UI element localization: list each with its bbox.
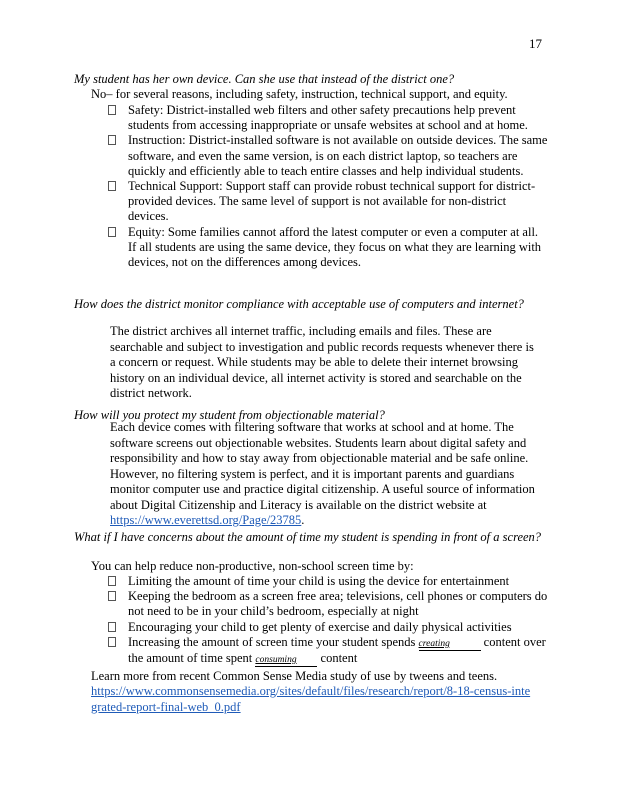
bullet-icon (108, 105, 116, 115)
question-objectionable-material: How will you protect my student from objectionable material? (74, 408, 385, 422)
list-item: Increasing the amount of screen time your student spends creating content over the amount of time spent consuming content (108, 635, 548, 667)
bullet-icon (108, 622, 116, 632)
list-item: Safety: District-installed web filters and other safety precautions help prevent students from accessing inappropriate or unsafe websites at school and at home. (108, 103, 548, 133)
learn-more-text: Learn more from recent Common Sense Media study of use by tweens and teens. (91, 669, 498, 683)
question-own-device: My student has her own device. Can she use that instead of the district one? (74, 72, 455, 86)
screen-time-tips-list (108, 574, 548, 667)
bullet-icon (108, 576, 116, 586)
bullet-icon (108, 591, 116, 601)
handwritten-blank: creating (419, 639, 481, 651)
answer-objectionable-material: Each device comes with filtering software that works at school and at home. The software screens out objectionable websites. Students learn about digital safety and responsibility and how to stay away from objectionable material and be safe online. However, no filtering system is perfect, and it is important parents and guardians monitor computer use and practice digital citizenship. A useful source of information about Digital Citizenship and Literacy is available on the district website at https://www.everettsd.org/Page/23785. (110, 420, 535, 527)
list-item: Equity: Some families cannot afford the latest computer or even a computer at all. If all students are using the same device, they focus on what they are learning with devices, not on the differences among devices. (108, 225, 548, 271)
answer-monitor-compliance: The district archives all internet traffic, including emails and files. These are searchable and subject to investigation and public records requests whenever there is a concern or request. While students may be able to delete their internet browsing history on an individual device, all internet activity is stored and searchable on the district network. (110, 324, 534, 400)
list-item: Encouraging your child to get plenty of exercise and daily physical activities (108, 620, 548, 635)
bullet-icon (108, 181, 116, 191)
list-item: Technical Support: Support staff can provide robust technical support for district-provided devices. The same level of support is not available for non-district devices. (108, 179, 548, 225)
reasons-list (108, 103, 548, 270)
page-number: 17 (529, 36, 542, 51)
list-item: Instruction: District-installed software is not available on outside devices. The same software, and even the same version, is on each district laptop, so teachers are quickly and efficiently able to teach entire classes and help individual students. (108, 133, 548, 179)
question-screen-time: What if I have concerns about the amount of time my student is spending in front of a screen? (74, 530, 542, 544)
district-website-link[interactable]: https://www.everettsd.org/Page/23785 (110, 513, 302, 527)
learn-more-link-wrap (91, 684, 536, 715)
bullet-icon (108, 637, 116, 647)
list-item: Keeping the bedroom as a screen free area; televisions, cell phones or computers do not need to be in your child’s bedroom, especially at night (108, 589, 548, 619)
handwritten-blank: consuming (255, 655, 317, 667)
answer-screen-time-lead: You can help reduce non-productive, non-school screen time by: (91, 559, 414, 573)
bullet-icon (108, 135, 116, 145)
answer-own-device-lead: No– for several reasons, including safety, instruction, technical support, and equity. (91, 87, 508, 101)
bullet-icon (108, 227, 116, 237)
common-sense-media-link[interactable]: https://www.commonsensemedia.org/sites/default/files/research/report/8-18-census-integrated-report-final-web_0.pdf (91, 684, 531, 714)
list-item: Limiting the amount of time your child is using the device for entertainment (108, 574, 548, 589)
question-monitor-compliance: How does the district monitor compliance with acceptable use of computers and internet? (74, 297, 524, 311)
